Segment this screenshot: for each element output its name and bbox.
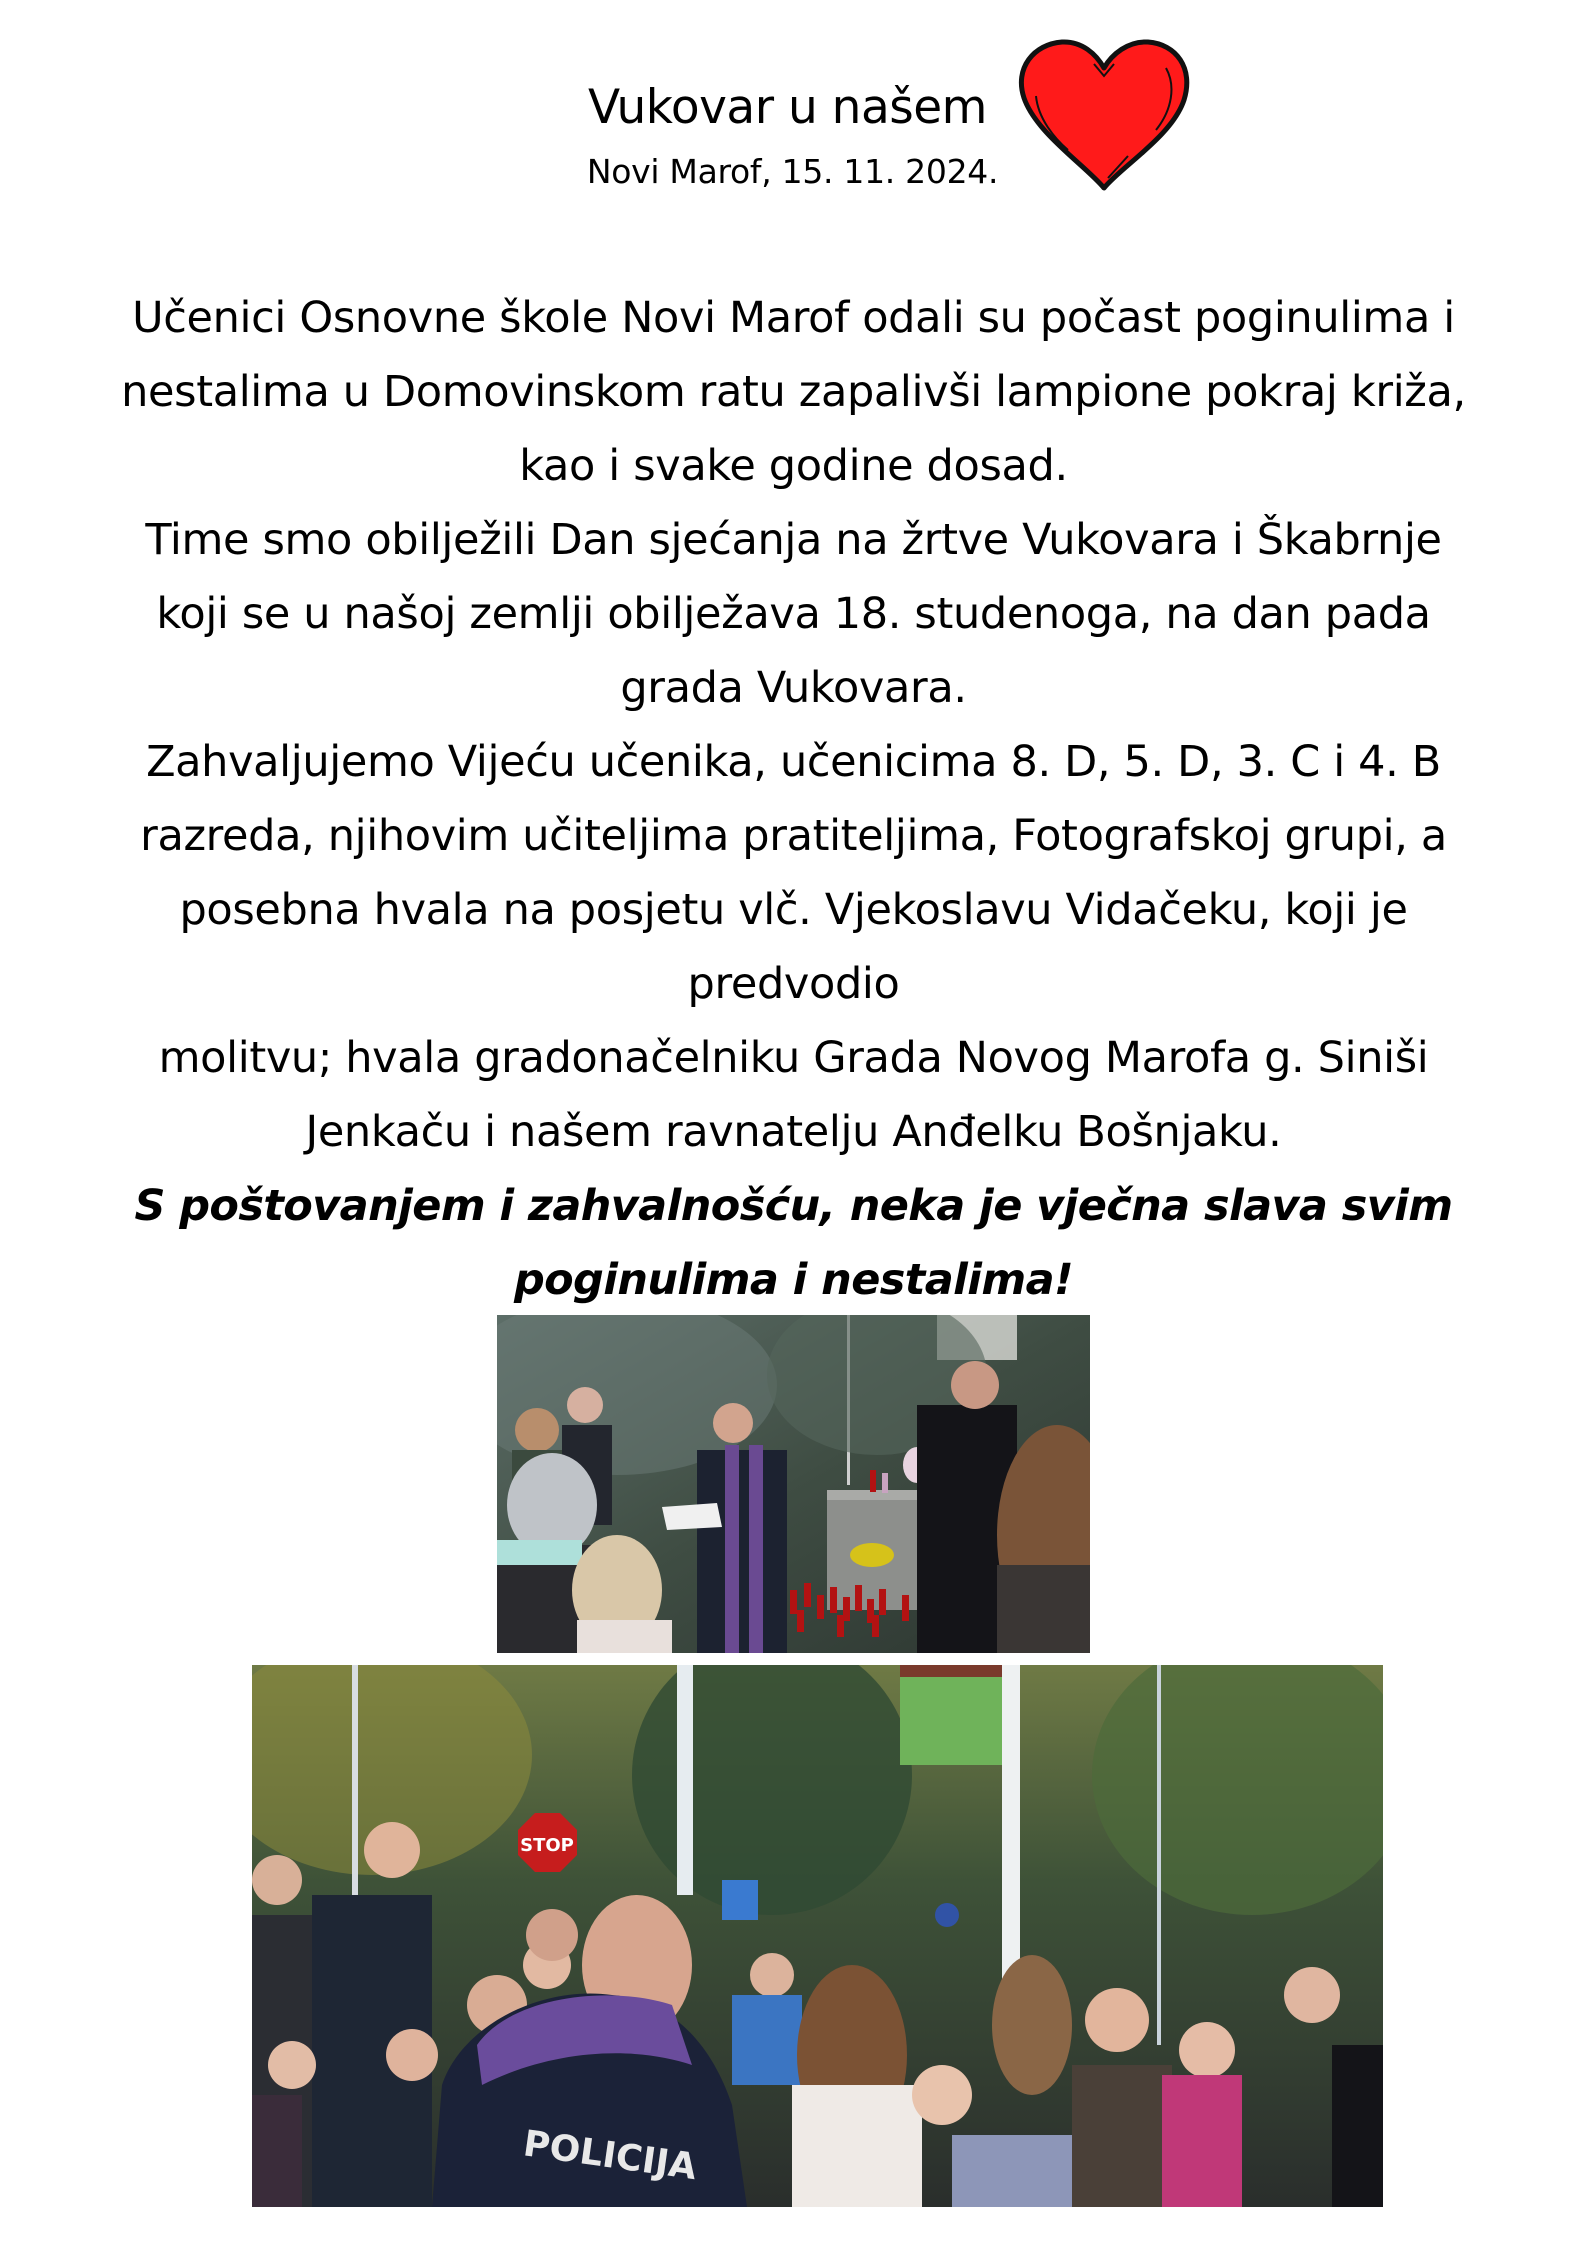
body-line: Jenkaču i našem ravnatelju Anđelku Bošnjaku. <box>305 1107 1282 1157</box>
heart-icon <box>1016 38 1192 194</box>
photo-students-gathering <box>252 1665 1383 2207</box>
body-line: koji se u našoj zemlji obilježava 18. studenoga, na dan pada <box>156 589 1431 639</box>
closing-line: S poštovanjem i zahvalnošću, neka je vječna slava svim <box>134 1181 1453 1231</box>
body-line: razreda, njihovim učiteljima pratiteljima, Fotografskoj grupi, a <box>140 811 1447 861</box>
body-line: posebna hvala na posjetu vlč. Vjekoslavu Vidačeku, koji je <box>179 885 1408 935</box>
photo-memorial-ceremony <box>497 1315 1090 1653</box>
body-line: nestalima u Domovinskom ratu zapalivši lampione pokraj križa, <box>121 367 1466 417</box>
body-line: molitvu; hvala gradonačelniku Grada Novog Marofa g. Siniši <box>158 1033 1429 1083</box>
page-title: Vukovar u našem <box>588 80 987 135</box>
closing-line: poginulima i nestalima! <box>513 1255 1074 1305</box>
body-line: grada Vukovara. <box>620 663 967 713</box>
date-line: Novi Marof, 15. 11. 2024. <box>586 152 999 191</box>
body-line: Time smo obilježili Dan sjećanja na žrtve Vukovara i Škabrnje <box>145 515 1442 565</box>
police-jacket-text: POLICIJA <box>520 2123 700 2189</box>
article-body <box>0 281 1587 1317</box>
body-line: Zahvaljujemo Vijeću učenika, učenicima 8. D, 5. D, 3. C i 4. B <box>146 737 1441 787</box>
body-line: Učenici Osnovne škole Novi Marof odali su počast poginulima i <box>132 293 1455 343</box>
stop-sign-text: STOP <box>520 1835 574 1856</box>
body-line: predvodio <box>687 959 900 1009</box>
body-line: kao i svake godine dosad. <box>519 441 1068 491</box>
